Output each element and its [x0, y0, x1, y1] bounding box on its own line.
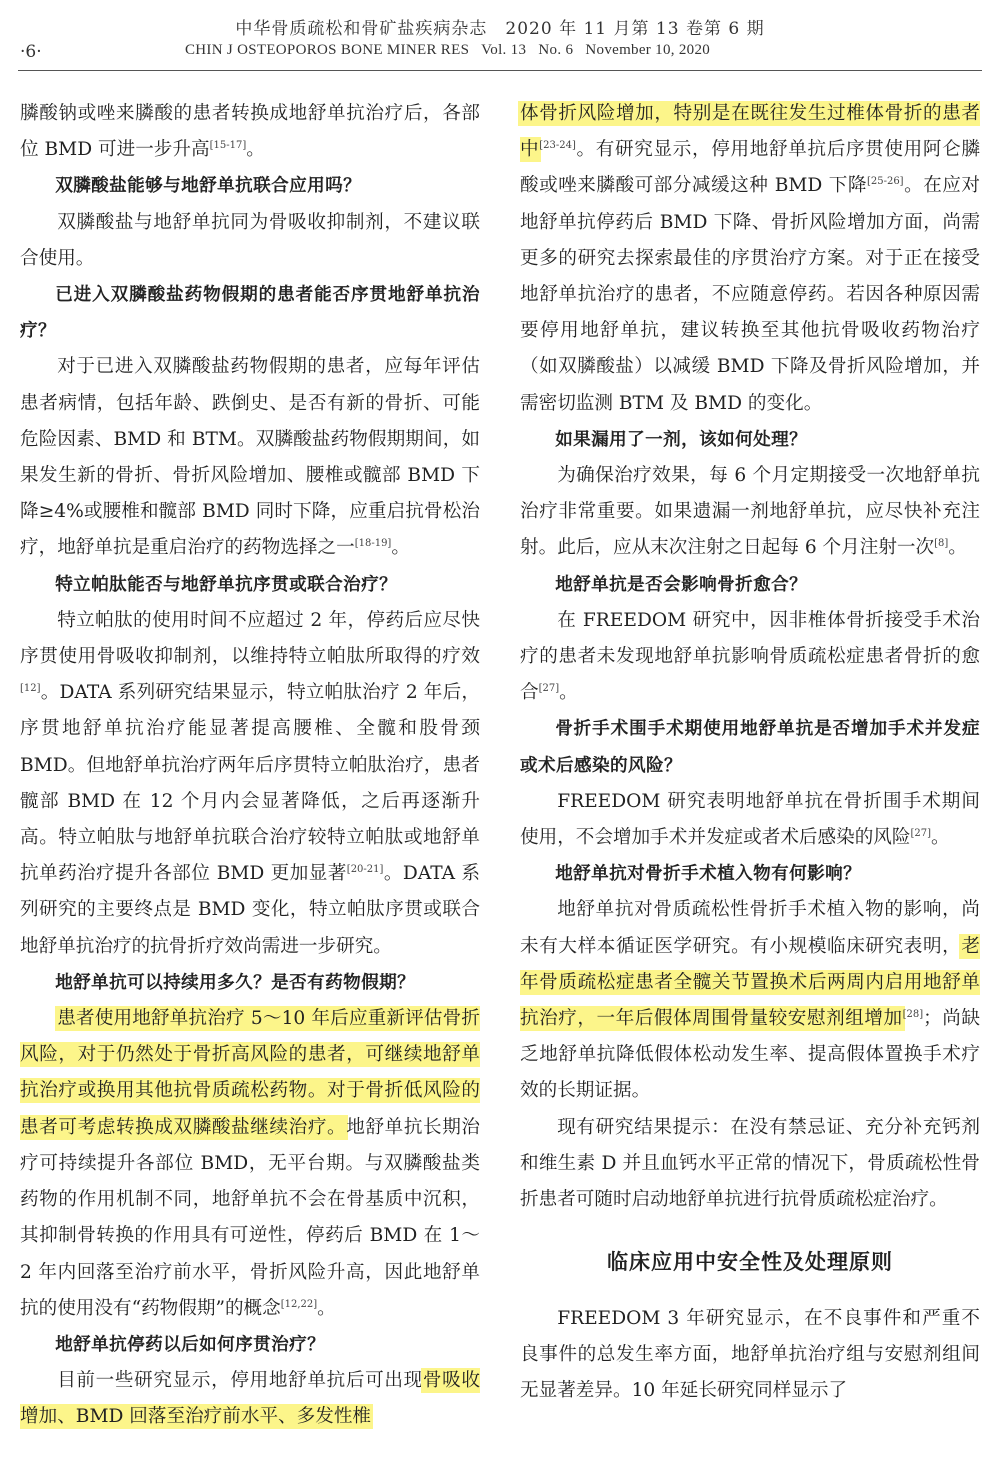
paragraph [520, 892, 980, 1109]
paragraph: FREEDOM 3 年研究显示，在不良事件和严重不良事件的总发生率方面，地舒单抗治疗组与安慰剂组间无显著差异。10 年延长研究同样显示了 [520, 1307, 980, 1401]
paragraph: 现有研究结果提示：在没有禁忌证、充分补充钙剂和维生素 D 并且血钙水平正常的情况下，骨质疏松性骨折患者可随时启动地舒单抗进行抗骨质疏松症治疗。 [520, 1116, 980, 1211]
paragraph [520, 603, 980, 712]
paragraph-text: 膦酸钠或唑来膦酸的患者转换成地舒单抗治疗后，各部位 BMD 可进一步升高 [20, 103, 480, 161]
question-heading: 如果漏用了一剂，该如何处理？ [555, 429, 808, 450]
paragraph [520, 458, 980, 567]
citation[interactable]: [27] [910, 827, 932, 839]
paragraph: 双膦酸盐与地舒单抗同为骨吸收抑制剂，不建议联合使用。 [20, 211, 480, 269]
highlighted-text: 患者使用地舒单抗治疗 5～10 年后应重新评估骨折风险，对于仍然处于骨折高风险的患者，可继续地舒单抗治疗或换用其他抗骨质疏松药物。对于骨折低风险的患者可考虑转换成双膦酸盐继续治疗。 [20, 1008, 480, 1138]
paragraph-text: 。 [559, 682, 578, 704]
citation[interactable]: [20-21] [346, 864, 384, 876]
question-heading: 已进入双膦酸盐药物假期的患者能否序贯地舒单抗治疗？ [20, 285, 480, 342]
citation[interactable]: [27] [538, 683, 560, 695]
citation[interactable]: [15-17] [209, 140, 247, 152]
question-heading: 双膦酸盐能够与地舒单抗联合应用吗？ [55, 176, 362, 197]
paragraph-text: 。有研究显示，停用地舒单抗后序贯使用阿仑膦酸或唑来膦酸可部分减缓这种 BMD 下降 [520, 139, 980, 197]
right-column [520, 96, 980, 1409]
citation[interactable]: [18-19] [354, 538, 392, 550]
paragraph-text: 。 [931, 827, 950, 849]
question-heading: 骨折手术围手术期使用地舒单抗是否增加手术并发症或术后感染的风险？ [520, 719, 980, 776]
question-heading: 特立帕肽能否与地舒单抗序贯或联合治疗？ [55, 574, 398, 595]
question-heading: 地舒单抗可以持续用多久？是否有药物假期？ [55, 972, 416, 993]
paragraph [520, 784, 980, 856]
highlighted-text: 骨吸收增加、BMD 回落至治疗前水平、多发性椎 [20, 1370, 480, 1428]
citation[interactable]: [28] [902, 1008, 924, 1020]
paragraph-text: 。 [948, 537, 967, 559]
journal-title-en: CHIN J OSTEOPOROS BONE MINER RES Vol. 13 No. 6 November 10, 2020 [185, 42, 711, 58]
citation[interactable]: [25-26] [866, 176, 904, 188]
paragraph-text: 对于已进入双膦酸盐药物假期的患者，应每年评估患者病情，包括年龄、跌倒史、是否有新的骨折、可能危险因素、BMD 和 BTM。双膦酸盐药物假期期间，如果发生新的骨折、骨折风险增加、腰椎或髋部 BMD 下降≥4%或腰椎和髋部 BMD 同时下降，应重启抗骨松治疗，地舒单抗是重启治疗的药物选择之一 [20, 356, 480, 559]
section-title: 临床应用中安全性及处理原则 [607, 1250, 893, 1275]
question-heading: 地舒单抗是否会影响骨折愈合？ [555, 574, 808, 595]
paragraph-text: FREEDOM 研究表明地舒单抗在骨折围手术期间使用，不会增加手术并发症或者术后感染的风险 [520, 790, 980, 849]
paragraph [20, 96, 480, 168]
paragraph-text: 在 FREEDOM 研究中，因非椎体骨折接受手术治疗的患者未发现地舒单抗影响骨质疏松症患者骨折的愈合 [520, 609, 980, 704]
paragraph-text: 地舒单抗对骨质疏松性骨折手术植入物的影响，尚未有大样本循证医学研究。有小规模临床研究表明， [520, 899, 980, 957]
citation[interactable]: [12,22] [280, 1298, 318, 1310]
paragraph [20, 603, 480, 965]
paragraph [20, 1363, 480, 1435]
paragraph-text: 。DATA 系列研究结果显示，特立帕肽治疗 2 年后，序贯地舒单抗治疗能显著提高腰椎、全髋和股骨颈 BMD。但地舒单抗治疗两年后序贯特立帕肽治疗，患者髋部 BMD 在 12 个月内会显著降低，之后再逐渐升高。特立帕肽与地舒单抗联合治疗较特立帕肽或地舒单抗单药治疗提升各部位 BMD 更加显著 [20, 682, 480, 885]
paragraph-text: 。 [317, 1297, 336, 1319]
paragraph-text: 目前一些研究显示，停用地舒单抗后可出现 [57, 1370, 423, 1392]
paragraph-text: 。DATA 系列研究的主要终点是 BMD 变化，特立帕肽序贯或联合地舒单抗治疗的抗骨折疗效尚需进一步研究。 [20, 863, 480, 957]
paragraph-text: 特立帕肽的使用时间不应超过 2 年，停药后应尽快序贯使用骨吸收抑制剂，以维持特立帕肽所取得的疗效 [20, 609, 480, 668]
journal-title-cn: 中华骨质疏松和骨矿盐疾病杂志 2020 年 11 月第 13 卷第 6 期 [235, 19, 765, 39]
paragraph [20, 349, 480, 566]
header-rule [18, 70, 982, 71]
citation[interactable]: [8] [934, 538, 949, 550]
left-column [20, 96, 480, 1436]
paragraph [520, 96, 980, 422]
paragraph-text: 。 [391, 537, 410, 559]
question-heading: 地舒单抗停药以后如何序贯治疗？ [55, 1334, 326, 1355]
paragraph-text: 。在应对地舒单抗停药后 BMD 下降、骨折风险增加方面，尚需更多的研究去探索最佳的序贯治疗方案。对于正在接受地舒单抗治疗的患者，不应随意停药。若因各种原因需要停用地舒单抗，建议转换至其他抗骨吸收药物治疗（如双膦酸盐）以减缓 BMD 下降及骨折风险增加，并需密切监测 BTM 及 BMD 的变化。 [520, 175, 980, 414]
citation[interactable]: [12] [20, 683, 41, 695]
citation[interactable]: [23-24] [539, 140, 576, 152]
highlighted-text: 老年骨质疏松症患者全髋关节置换术后两周内启用地舒单抗治疗，一年后假体周围骨量较安慰剂组增加 [520, 935, 980, 1030]
question-heading: 地舒单抗对骨折手术植入物有何影响？ [555, 864, 862, 885]
highlighted-text: 体骨折风险增加，特别是在既往发生过椎体骨折的患者中 [520, 103, 980, 161]
paragraph-text: 。 [246, 139, 265, 161]
paragraph-text: ；尚缺乏地舒单抗降低假体松动发生率、提高假体置换手术疗效的长期证据。 [520, 1008, 980, 1102]
journal-header [0, 0, 1000, 72]
paragraph [20, 1001, 480, 1327]
paragraph-text: 地舒单抗长期治疗可持续提升各部位 BMD，无平台期。与双膦酸盐类药物的作用机制不同，地舒单抗不会在骨基质中沉积，其抑制骨转换的作用具有可逆性，停药后 BMD 在 1～2 年内回落至治疗前水平，骨折风险升高，因此地舒单抗的使用没有“药物假期”的概念 [20, 1116, 480, 1319]
paragraph-text: 为确保治疗效果，每 6 个月定期接受一次地舒单抗治疗非常重要。如果遗漏一剂地舒单抗，应尽快补充注射。此后，应从末次注射之日起每 6 个月注射一次 [520, 465, 980, 559]
page-number: ·6· [20, 42, 42, 62]
